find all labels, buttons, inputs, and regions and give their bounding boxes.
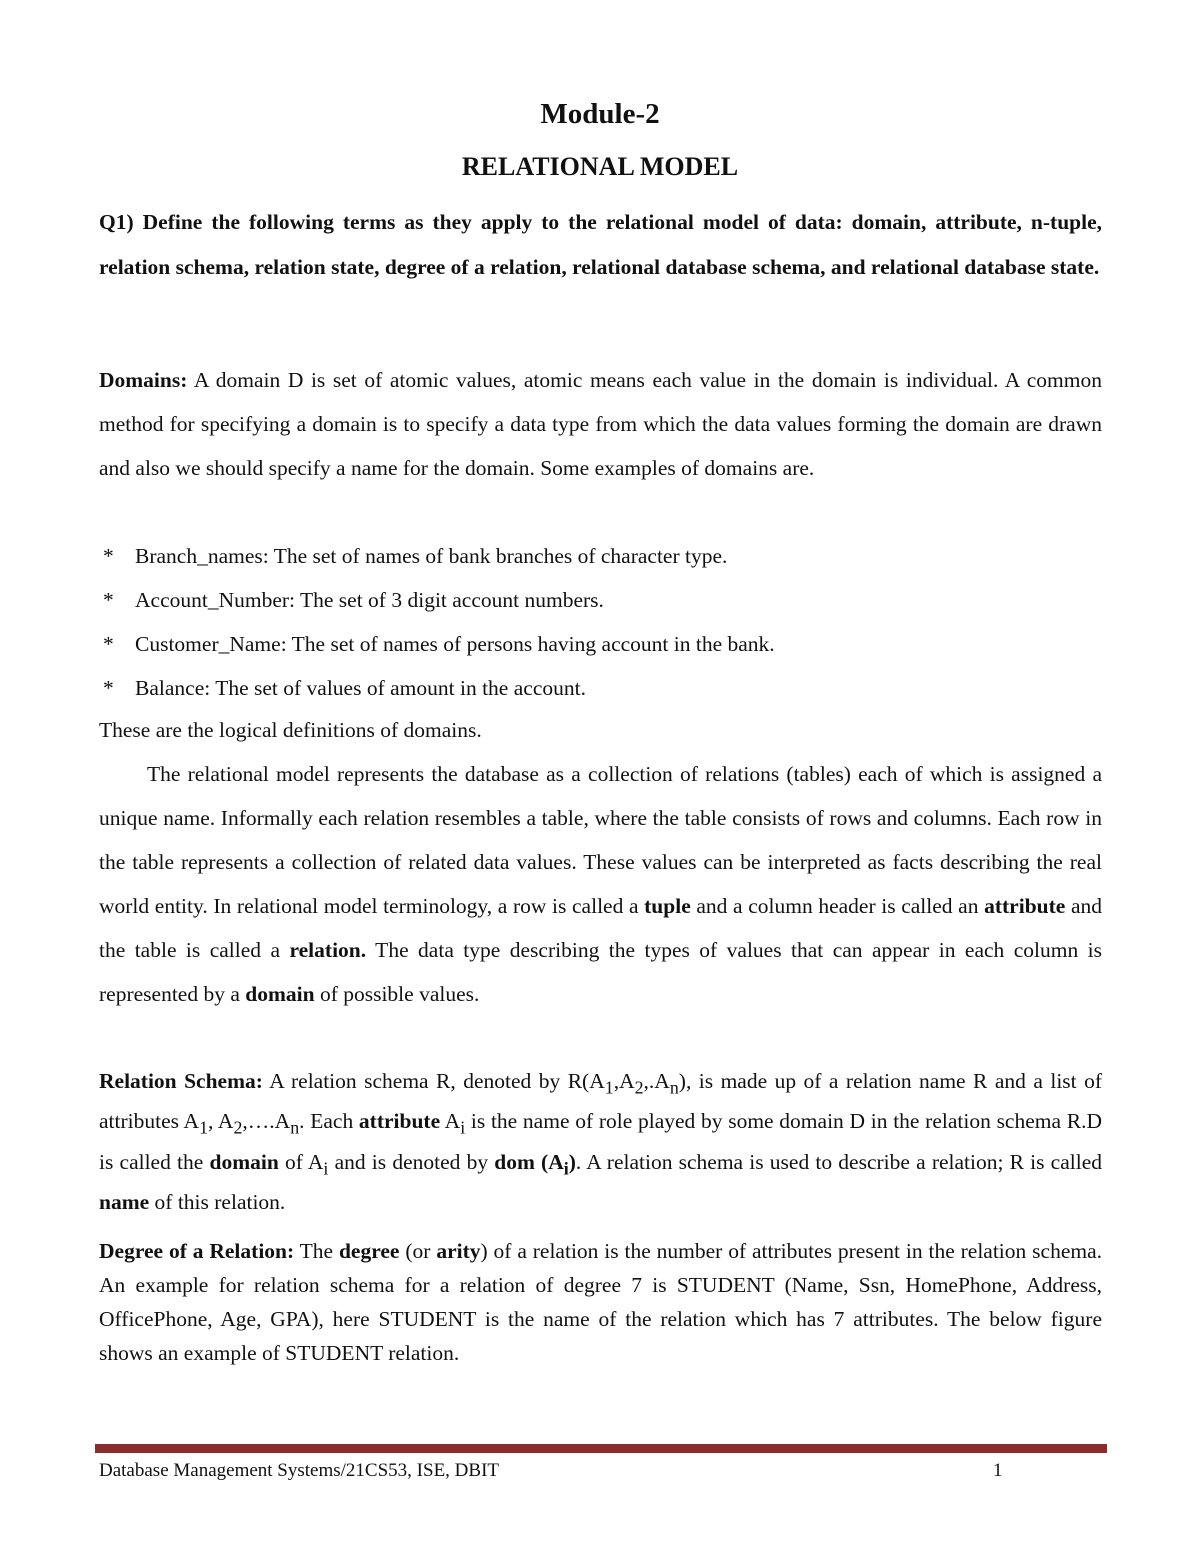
question-text: Q1) Define the following terms as they apply to the relational model of data: domain, attribute, n-tuple, relation schema, relation state, degree of a relation, relational database schema, and relational database state. <box>99 210 1102 279</box>
list-item: * Account_Number: The set of 3 digit account numbers. <box>99 578 1102 622</box>
bullet-icon: * <box>103 632 114 656</box>
degree-label: Degree of a Relation: <box>99 1239 295 1263</box>
bullet-icon: * <box>103 588 114 612</box>
list-item: * Customer_Name: The set of names of persons having account in the bank. <box>99 622 1102 666</box>
module-heading: Module-2 <box>540 98 660 130</box>
domains-paragraph <box>99 358 1102 490</box>
domains-text: A domain D is set of atomic values, atomic means each value in the domain is individual. A common method for specifying a domain is to specify a data type from which the data values forming the domain are drawn and also we should specify a name for the domain. Some examples of domains are. <box>99 368 1102 480</box>
list-item: * Balance: The set of values of amount in the account. <box>99 666 1102 710</box>
page-title: RELATIONAL MODEL <box>461 152 739 181</box>
domains-label: Domains: <box>99 368 188 392</box>
bullet-icon: * <box>103 676 114 700</box>
domain-examples-list <box>99 534 1102 710</box>
page-number: 1 <box>993 1460 1003 1481</box>
degree-paragraph: Degree of a Relation: The degree (or arity) of a relation is the number of attributes present in the relation schema. An example for relation schema for a relation of degree 7 is STUDENT (Name, Ssn, HomePhone, Address, OfficePhone, Age, GPA), here STUDENT is the name of the relation which has 7 attributes. The below figure shows an example of STUDENT relation. <box>99 1239 1103 1365</box>
relation-schema-paragraph: Relation Schema: A relation schema R, denoted by $R(A_1,A_2,.A_n)$, is made up of a relation name R and a list of attributes $A_1$, $A_2,\dots.A_n$. Each attribute $A_i$ is the name of role played by some domain D in the relation schema R.D is called the domain of $A_i$ and is denoted by dom $(A_i)$. A relation schema is used to describe a relation; R is called name of this relation. <box>99 1069 1103 1214</box>
footer-text: Database Management Systems/21CS53, ISE, DBIT <box>99 1460 500 1481</box>
bullet-icon: * <box>103 544 114 568</box>
footer-divider <box>95 1444 1107 1453</box>
relation-schema-label: Relation Schema: <box>99 1069 263 1093</box>
list-item: * Branch_names: The set of names of bank branches of character type. <box>99 534 1102 578</box>
relational-model-paragraph: The relational model represents the database as a collection of relations (tables) each of which is assigned a unique name. Informally each relation resembles a table, where the table consists of rows and columns. Each row in the table represents a collection of related data values. These values can be interpreted as facts describing the real world entity. In relational model terminology, a row is called a tuple and a column header is called an attribute and the table is called a relation. The data type describing the types of values that can appear in each column is represented by a domain of possible values. <box>99 762 1102 1006</box>
domains-closing: These are the logical definitions of domains. <box>99 718 482 742</box>
